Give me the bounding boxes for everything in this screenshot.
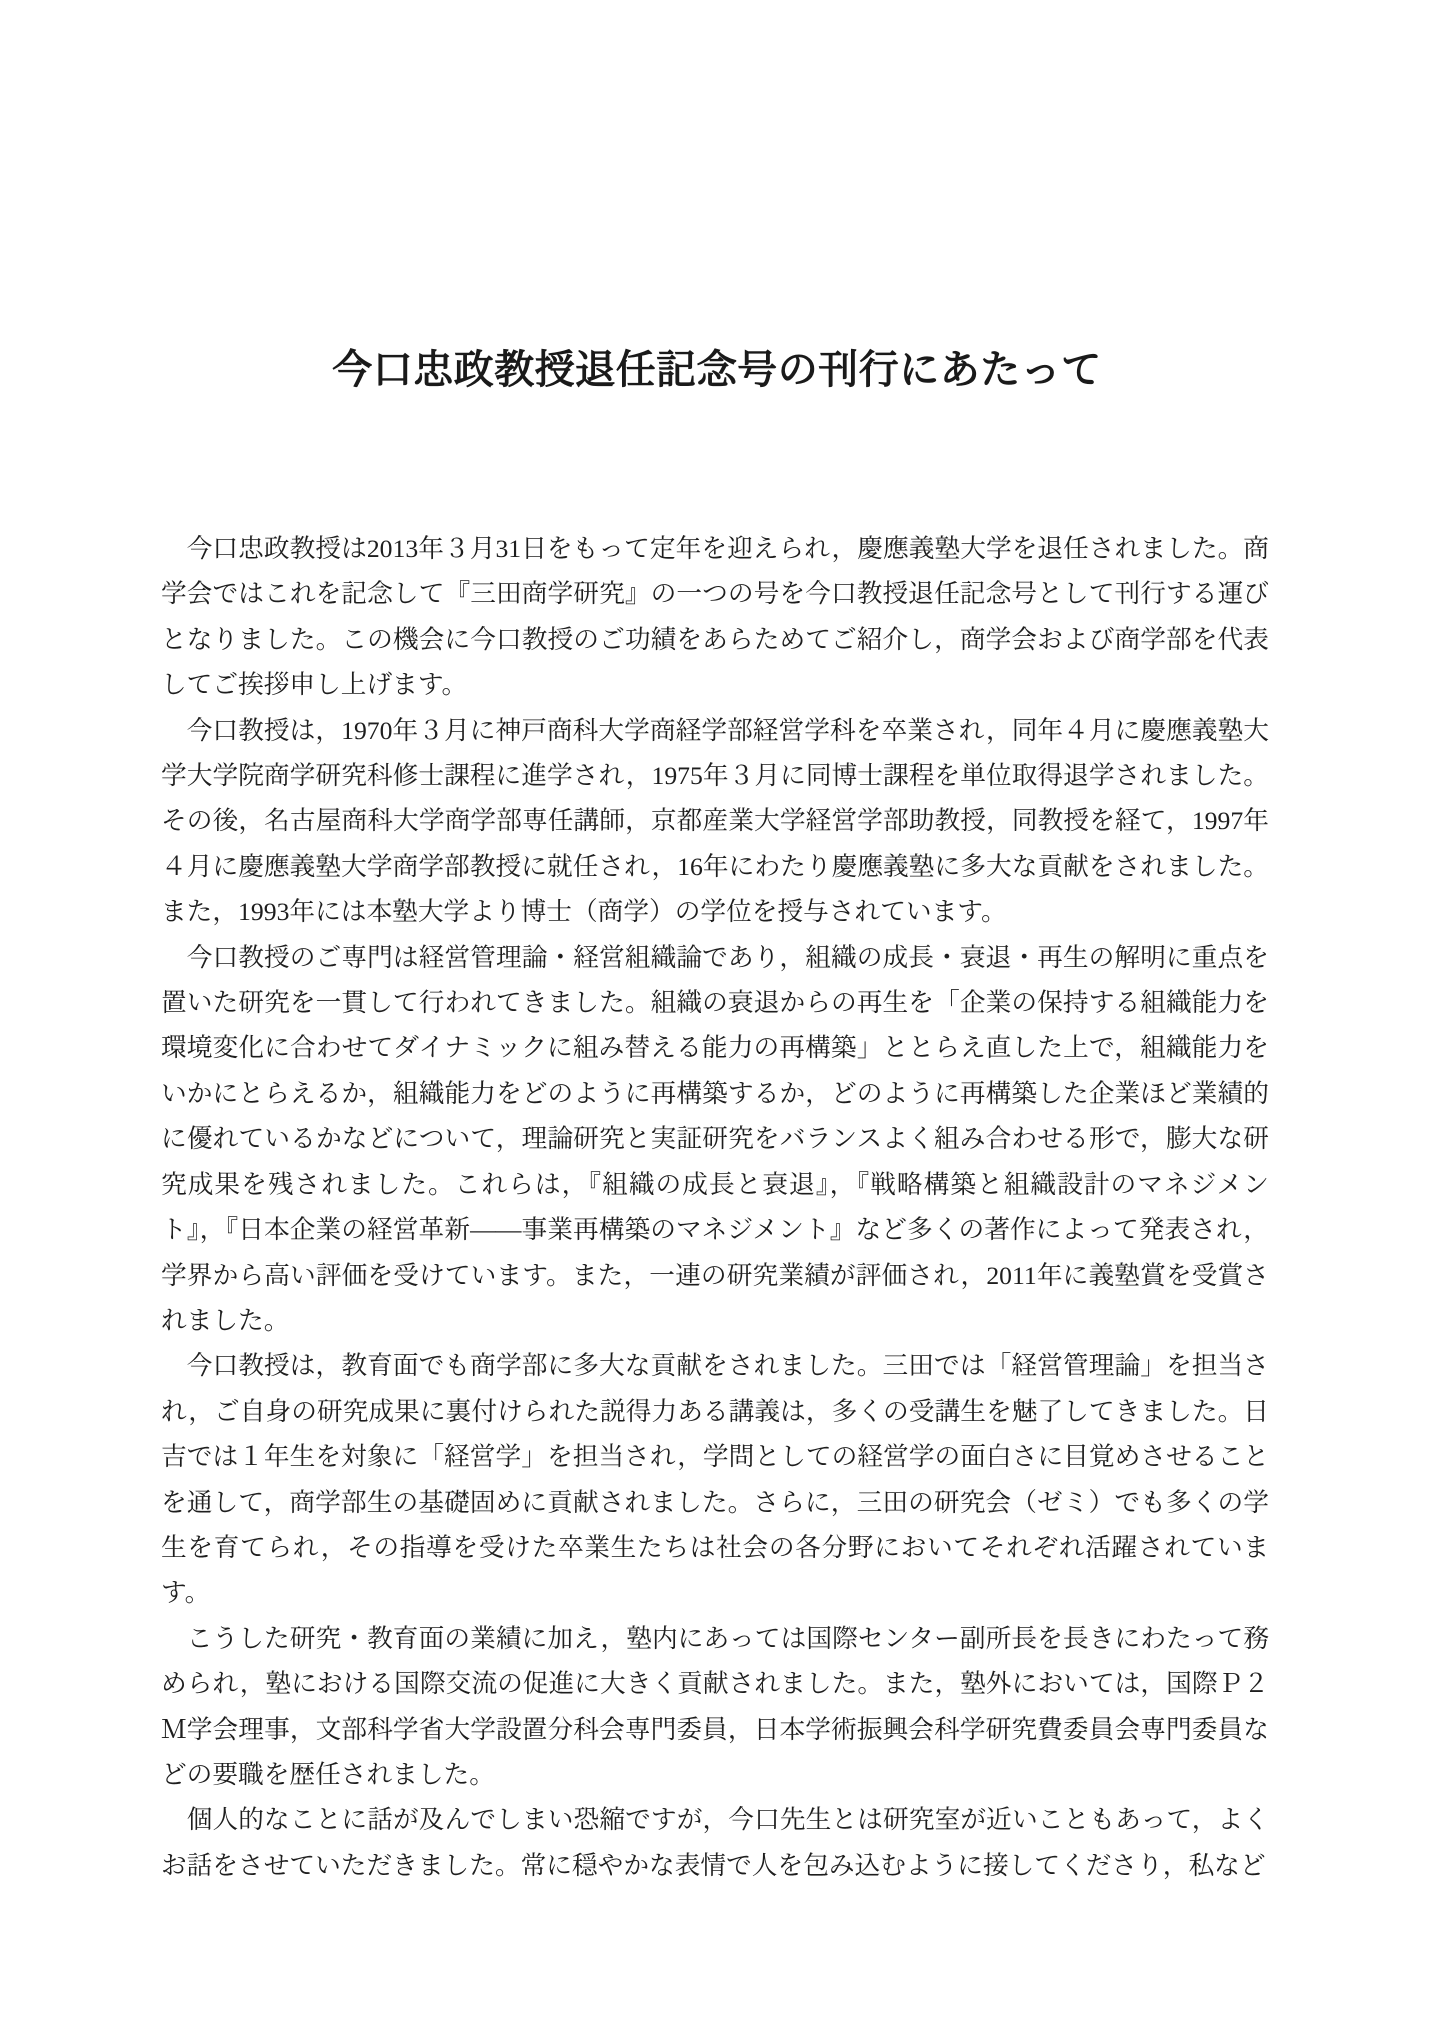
paragraph-intro: 今口忠政教授は2013年３月31日をもって定年を迎えられ，慶應義塾大学を退任されました。商学会ではこれを記念して『三田商学研究』の一つの号を今口教授退任記念号として刊行する運びとなりました。この機会に今口教授のご功績をあらためてご紹介し，商学会および商学部を代表してご挨拶申し上げます。 (161, 534, 1269, 700)
document-body (161, 526, 1269, 1888)
paragraph-personal: 個人的なことに話が及んでしまい恐縮ですが，今口先生とは研究室が近いこともあって，よくお話をさせていただきました。常に穏やかな表情で人を包み込むように接してくださり，私など (161, 1805, 1269, 1880)
paragraph-career: 今口教授は，1970年３月に神戸商科大学商経学部経営学科を卒業され，同年４月に慶應義塾大学大学院商学研究科修士課程に進学され，1975年３月に同博士課程を単位取得退学されました。その後，名古屋商科大学商学部専任講師，京都産業大学経営学部助教授，同教授を経て，1997年４月に慶應義塾大学商学部教授に就任され，16年にわたり慶應義塾に多大な貢献をされました。また，1993年には本塾大学より博士（商学）の学位を授与されています。 (161, 715, 1269, 927)
paragraph-education: 今口教授は，教育面でも商学部に多大な貢献をされました。三田では「経営管理論」を担当され，ご自身の研究成果に裏付けられた説得力ある講義は，多くの受講生を魅了してきました。日吉では１年生を対象に「経営学」を担当され，学問としての経営学の面白さに目覚めさせることを通して，商学部生の基礎固めに貢献されました。さらに，三田の研究会（ゼミ）でも多くの学生を育てられ，その指導を受けた卒業生たちは社会の各分野においてそれぞれ活躍されています。 (161, 1351, 1269, 1608)
page-title: 今口忠政教授退任記念号の刊行にあたって (332, 347, 1102, 392)
paragraph-research: 今口教授のご専門は経営管理論・経営組織論であり，組織の成長・衰退・再生の解明に重点を置いた研究を一貫して行われてきました。組織の衰退からの再生を「企業の保持する組織能力を環境変化に合わせてダイナミックに組み替える能力の再構築」ととらえ直した上で，組織能力をいかにとらえるか，組織能力をどのように再構築するか，どのように再構築した企業ほど業績的に優れているかなどについて，理論研究と実証研究をバランスよく組み合わせる形で，膨大な研究成果を残されました。これらは，『組織の成長と衰退』，『戦略構築と組織設計のマネジメント』，『日本企業の経営革新――事業再構築のマネジメント』など多くの著作によって発表され，学界から高い評価を受けています。また，一連の研究業績が評価され，2011年に義塾賞を受賞されました。 (161, 942, 1269, 1335)
paragraph-service: こうした研究・教育面の業績に加え，塾内にあっては国際センター副所長を長きにわたって務められ，塾における国際交流の促進に大きく貢献されました。また，塾外においては，国際Ｐ２Ｍ学会理事，文部科学省大学設置分科会専門委員，日本学術振興会科学研究費委員会専門委員などの要職を歴任されました。 (161, 1623, 1269, 1789)
